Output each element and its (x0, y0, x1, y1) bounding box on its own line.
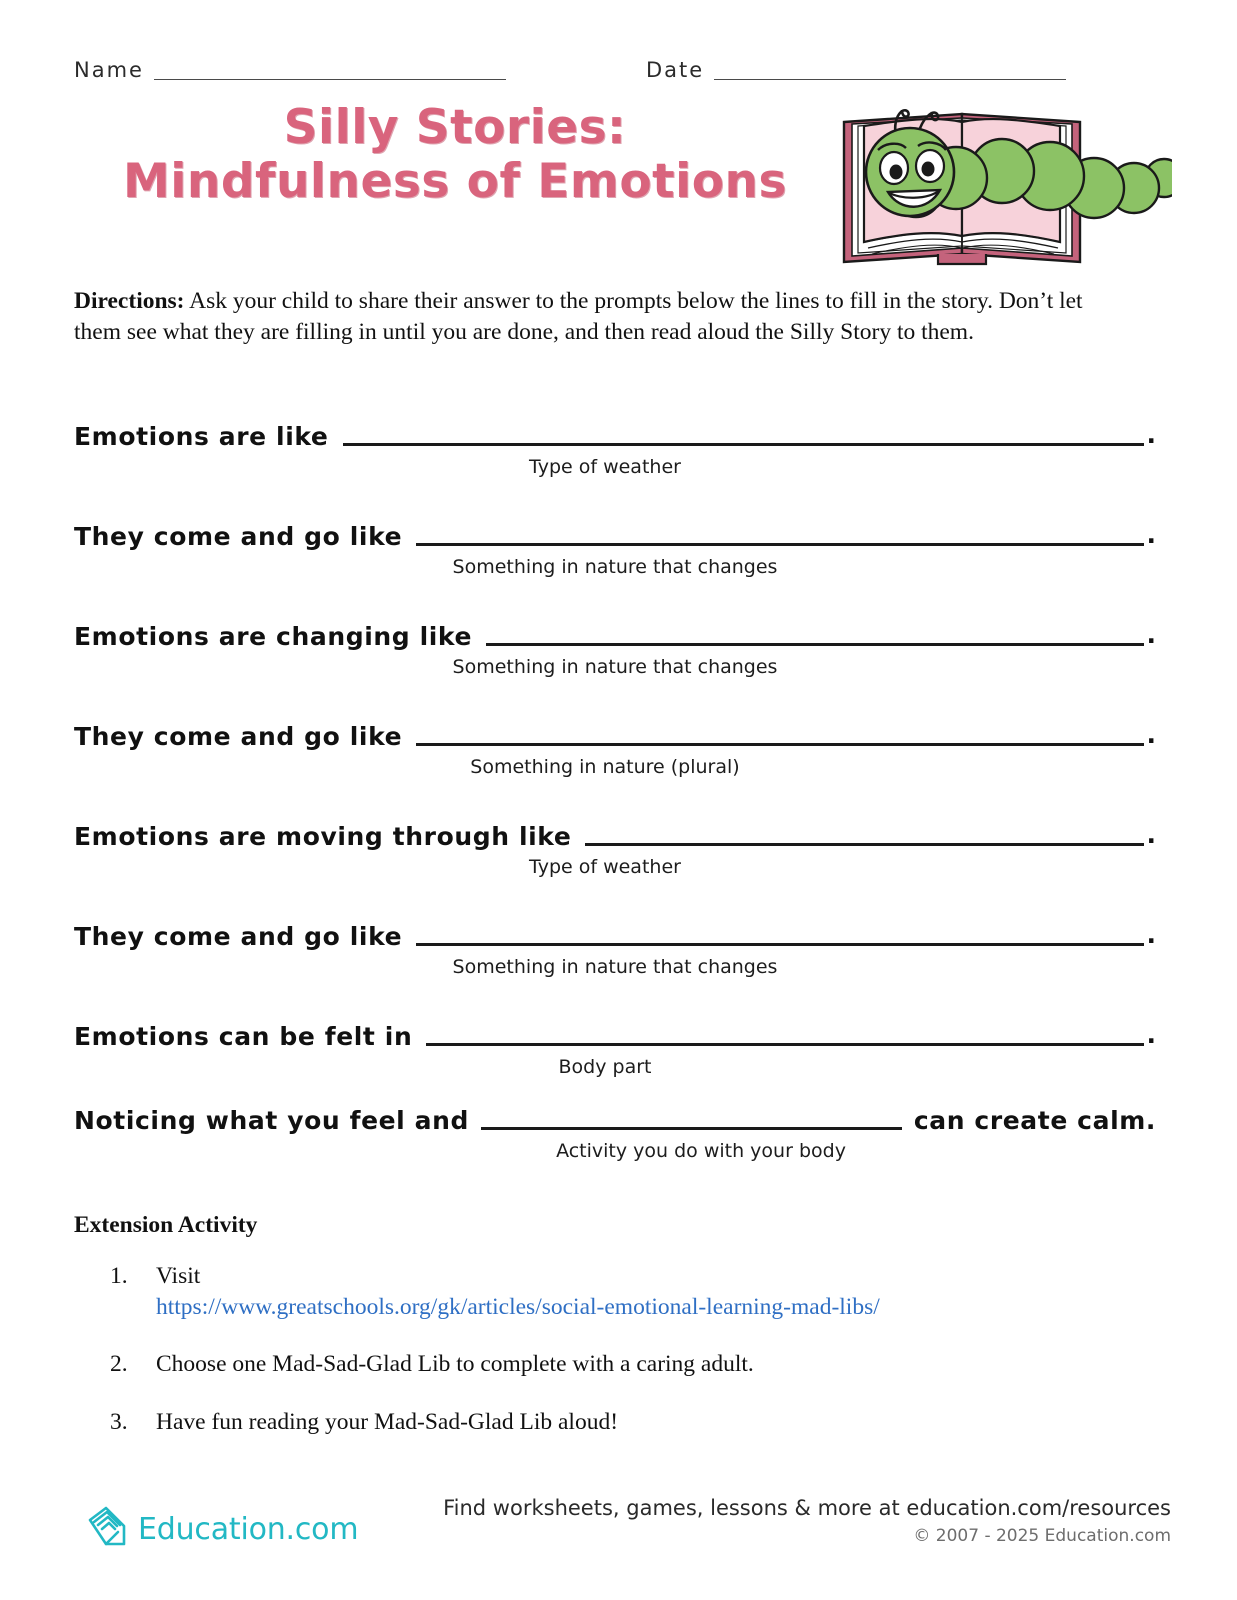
prompt-text: Emotions are changing like (74, 622, 473, 651)
title-line-2: Mindfulness of Emotions (123, 153, 787, 209)
extension-activity-heading: Extension Activity (74, 1212, 258, 1238)
list-item-text: Choose one Mad-Sad-Glad Lib to complete with a caring adult. (156, 1351, 754, 1378)
footer (443, 1496, 1171, 1546)
caterpillar-book-illustration (812, 76, 1172, 276)
prompt-hint: Something in nature (plural) (470, 756, 740, 778)
prompt-text: Emotions are moving through like (74, 822, 572, 851)
prompt-text: Emotions are like (74, 422, 329, 451)
prompt-row (74, 908, 1156, 1008)
prompt-hint: Something in nature that changes (452, 956, 778, 978)
prompt-text: They come and go like (74, 922, 403, 951)
extension-activity-list (74, 1262, 1134, 1465)
date-label: Date (645, 58, 705, 82)
list-item-number: 1. (110, 1263, 128, 1289)
prompt-period: . (1146, 1020, 1156, 1049)
prompt-row (74, 608, 1156, 708)
prompt-hint: Type of weather (529, 856, 681, 878)
prompt-period: . (1146, 520, 1156, 549)
prompt-hint: Body part (558, 1056, 652, 1078)
prompt-blank[interactable] (585, 842, 1143, 846)
list-item-text: Visit (156, 1263, 201, 1289)
prompt-blank[interactable] (416, 742, 1143, 746)
prompt-row (74, 708, 1156, 808)
prompt-blank[interactable] (426, 1042, 1143, 1046)
name-input-line[interactable] (154, 78, 506, 80)
greatschools-link[interactable]: https://www.greatschools.org/gk/articles/social-emotional-learning-mad-libs/ (156, 1293, 880, 1320)
list-item-number: 3. (110, 1408, 128, 1435)
list-item-text: Have fun reading your Mad-Sad-Glad Lib aloud! (156, 1408, 619, 1435)
list-item (74, 1350, 1134, 1380)
prompt-blank[interactable] (416, 942, 1143, 946)
prompt-hint: Type of weather (529, 456, 681, 478)
list-item-body (156, 1262, 1134, 1322)
prompt-row (74, 508, 1156, 608)
prompt-period: . (1146, 920, 1156, 949)
pencil-icon (84, 1504, 130, 1555)
final-sentence-after: can create calm. (913, 1106, 1156, 1135)
education-com-logo[interactable] (84, 1504, 358, 1555)
prompt-period: . (1146, 420, 1156, 449)
prompt-row (74, 408, 1156, 508)
name-label: Name (74, 58, 144, 82)
prompt-row (74, 1008, 1156, 1108)
page-title (60, 100, 850, 209)
list-item (74, 1408, 1134, 1438)
final-sentence-row (74, 1108, 1156, 1198)
final-sentence-blank[interactable] (481, 1126, 902, 1130)
prompt-period: . (1146, 720, 1156, 749)
prompt-blank[interactable] (416, 542, 1143, 546)
footer-copyright: © 2007 - 2025 Education.com (913, 1526, 1171, 1546)
directions-body: Ask your child to share their answer to the prompts below the lines to fill in the story. Don’t let them see what they are filling in until you are done, and then read aloud the Silly Story to them. (74, 288, 1083, 346)
list-item-number: 2. (110, 1351, 128, 1378)
footer-tagline: Find worksheets, games, lessons & more at education.com/resources (443, 1496, 1171, 1520)
prompt-period: . (1146, 620, 1156, 649)
final-sentence-hint: Activity you do with your body (556, 1140, 846, 1162)
directions-label: Directions: (74, 288, 185, 314)
prompt-text: They come and go like (74, 522, 403, 551)
prompt-text: Emotions can be felt in (74, 1022, 413, 1051)
prompt-period: . (1146, 820, 1156, 849)
final-sentence-before: Noticing what you feel and (74, 1106, 470, 1135)
prompt-list (74, 408, 1156, 1198)
prompt-blank[interactable] (486, 642, 1143, 646)
prompt-hint: Something in nature that changes (452, 656, 778, 678)
title-line-1: Silly Stories: (283, 100, 627, 155)
prompt-row (74, 808, 1156, 908)
list-item (74, 1262, 1134, 1322)
prompt-blank[interactable] (343, 442, 1144, 446)
prompt-hint: Something in nature that changes (452, 556, 778, 578)
prompt-text: They come and go like (74, 722, 403, 751)
logo-text: Education.com (138, 1512, 359, 1547)
directions-paragraph (74, 286, 1134, 349)
